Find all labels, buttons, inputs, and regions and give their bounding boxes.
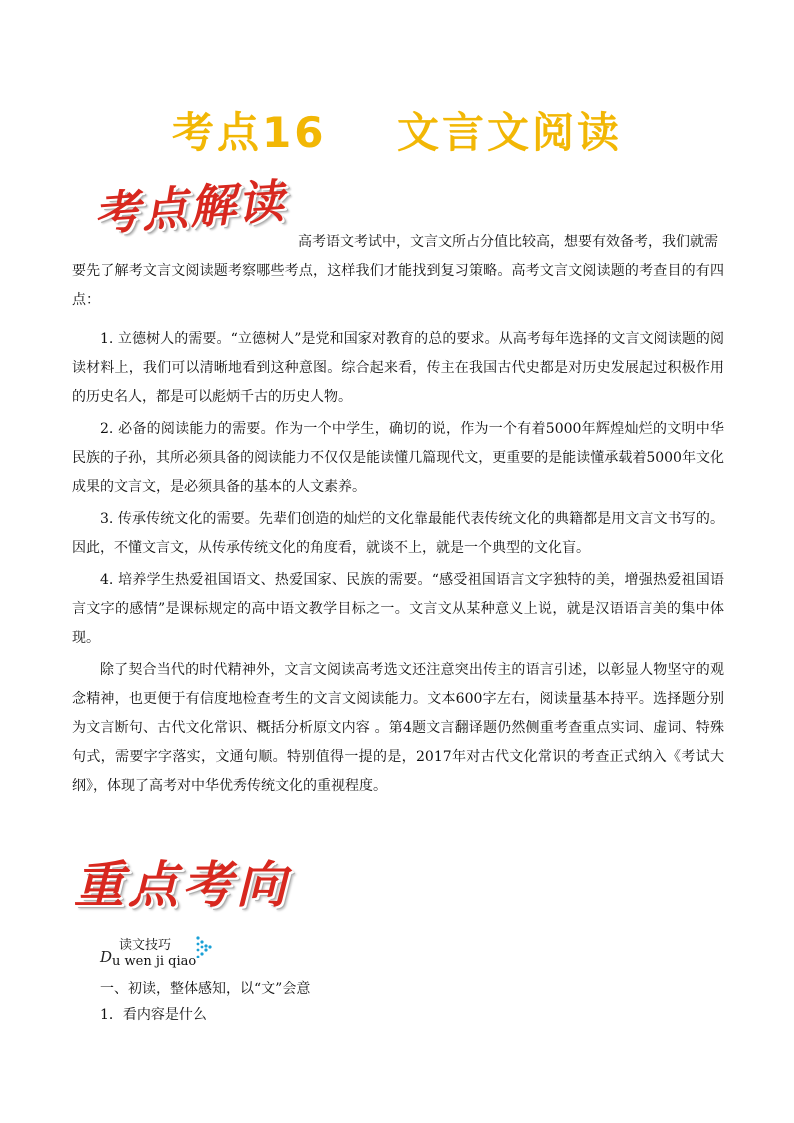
exam-point-1: 1. 立德树人的需要。“立德树人”是党和国家对教育的总的要求。从高考每年选择的文言文阅读题的阅读材料上，我们可以清晰地看到这种意图。综合起来看，传主在我国古代史都是对历史发展起过积极作用的历史名人，都是可以彪炳千古的历史人物。 (72, 331, 724, 405)
exam-points-list (72, 325, 724, 804)
summary-paragraph: 除了契合当代的时代精神外，文言文阅读高考选文还注意突出传主的语言引述，以彰显人物坚守的观念精神，也更便于有信度地检查考生的文言文阅读能力。文本600字左右，阅读量基本持平。选择题分别为文言断句、古代文化常识、概括分析原文内容 。第4题文言翻译题仍然侧重考查重点实词、虚词、特殊句式，需要字字落实，文通句顺。特别值得一提的是，2017年对古代文化常识的考查正式纳入《考试大纲》，体现了高考对中华优秀传统文化的重视程度。 (72, 662, 724, 794)
exam-point-4: 4. 培养学生热爱祖国语文、热爱国家、民族的需要。“感受祖国语言文字独特的美，增强热爱祖国语言文字的感情”是课标规定的高中语文教学目标之一。文言文从某种意义上说，就是汉语语言美的集中体现。 (72, 572, 724, 646)
page-title: 考点16 文言文阅读 (172, 108, 622, 157)
chevron-right-dots-icon (196, 936, 212, 958)
reading-step-1-sub: 1．看内容是什么 (100, 1007, 207, 1023)
intro-paragraph (72, 228, 724, 315)
reading-skills-pinyin: u wen ji qiao (112, 954, 197, 969)
reading-skills-section (100, 932, 320, 1023)
intro-first-line: 高考语文考试中，文言文所占分值比较高，想要有效备考，我们就需 (298, 234, 718, 250)
section-heading-zhongdian-kaoxiang: 重点考向 (74, 856, 290, 914)
intro-rest: 要先了解考文言文阅读题考察哪些考点，这样我们才能找到复习策略。高考文言文阅读题的考查目的有四点： (72, 263, 724, 308)
pinyin-initial: D (100, 948, 113, 966)
exam-point-3: 3. 传承传统文化的需要。先辈们创造的灿烂的文化靠最能代表传统文化的典籍都是用文言文书写的。因此，不懂文言文，从传承传统文化的角度看，就谈不上，就是一个典型的文化盲。 (72, 511, 724, 556)
section-heading-kaodian-jiedu: 考点解读 (92, 173, 288, 242)
exam-point-2: 2. 必备的阅读能力的需要。作为一个中学生，确切的说，作为一个有着5000年辉煌灿烂的文明中华民族的子孙，其所必须具备的阅读能力不仅仅是能读懂几篇现代文，更重要的是能读懂承载着5000年文化成果的文言文，是必须具备的基本的人文素养。 (72, 421, 724, 495)
reading-skills-label (100, 932, 320, 972)
reading-skills-title: 读文技巧 (119, 938, 172, 953)
reading-step-1: 一、初读，整体感知，以“文”会意 (100, 981, 311, 997)
